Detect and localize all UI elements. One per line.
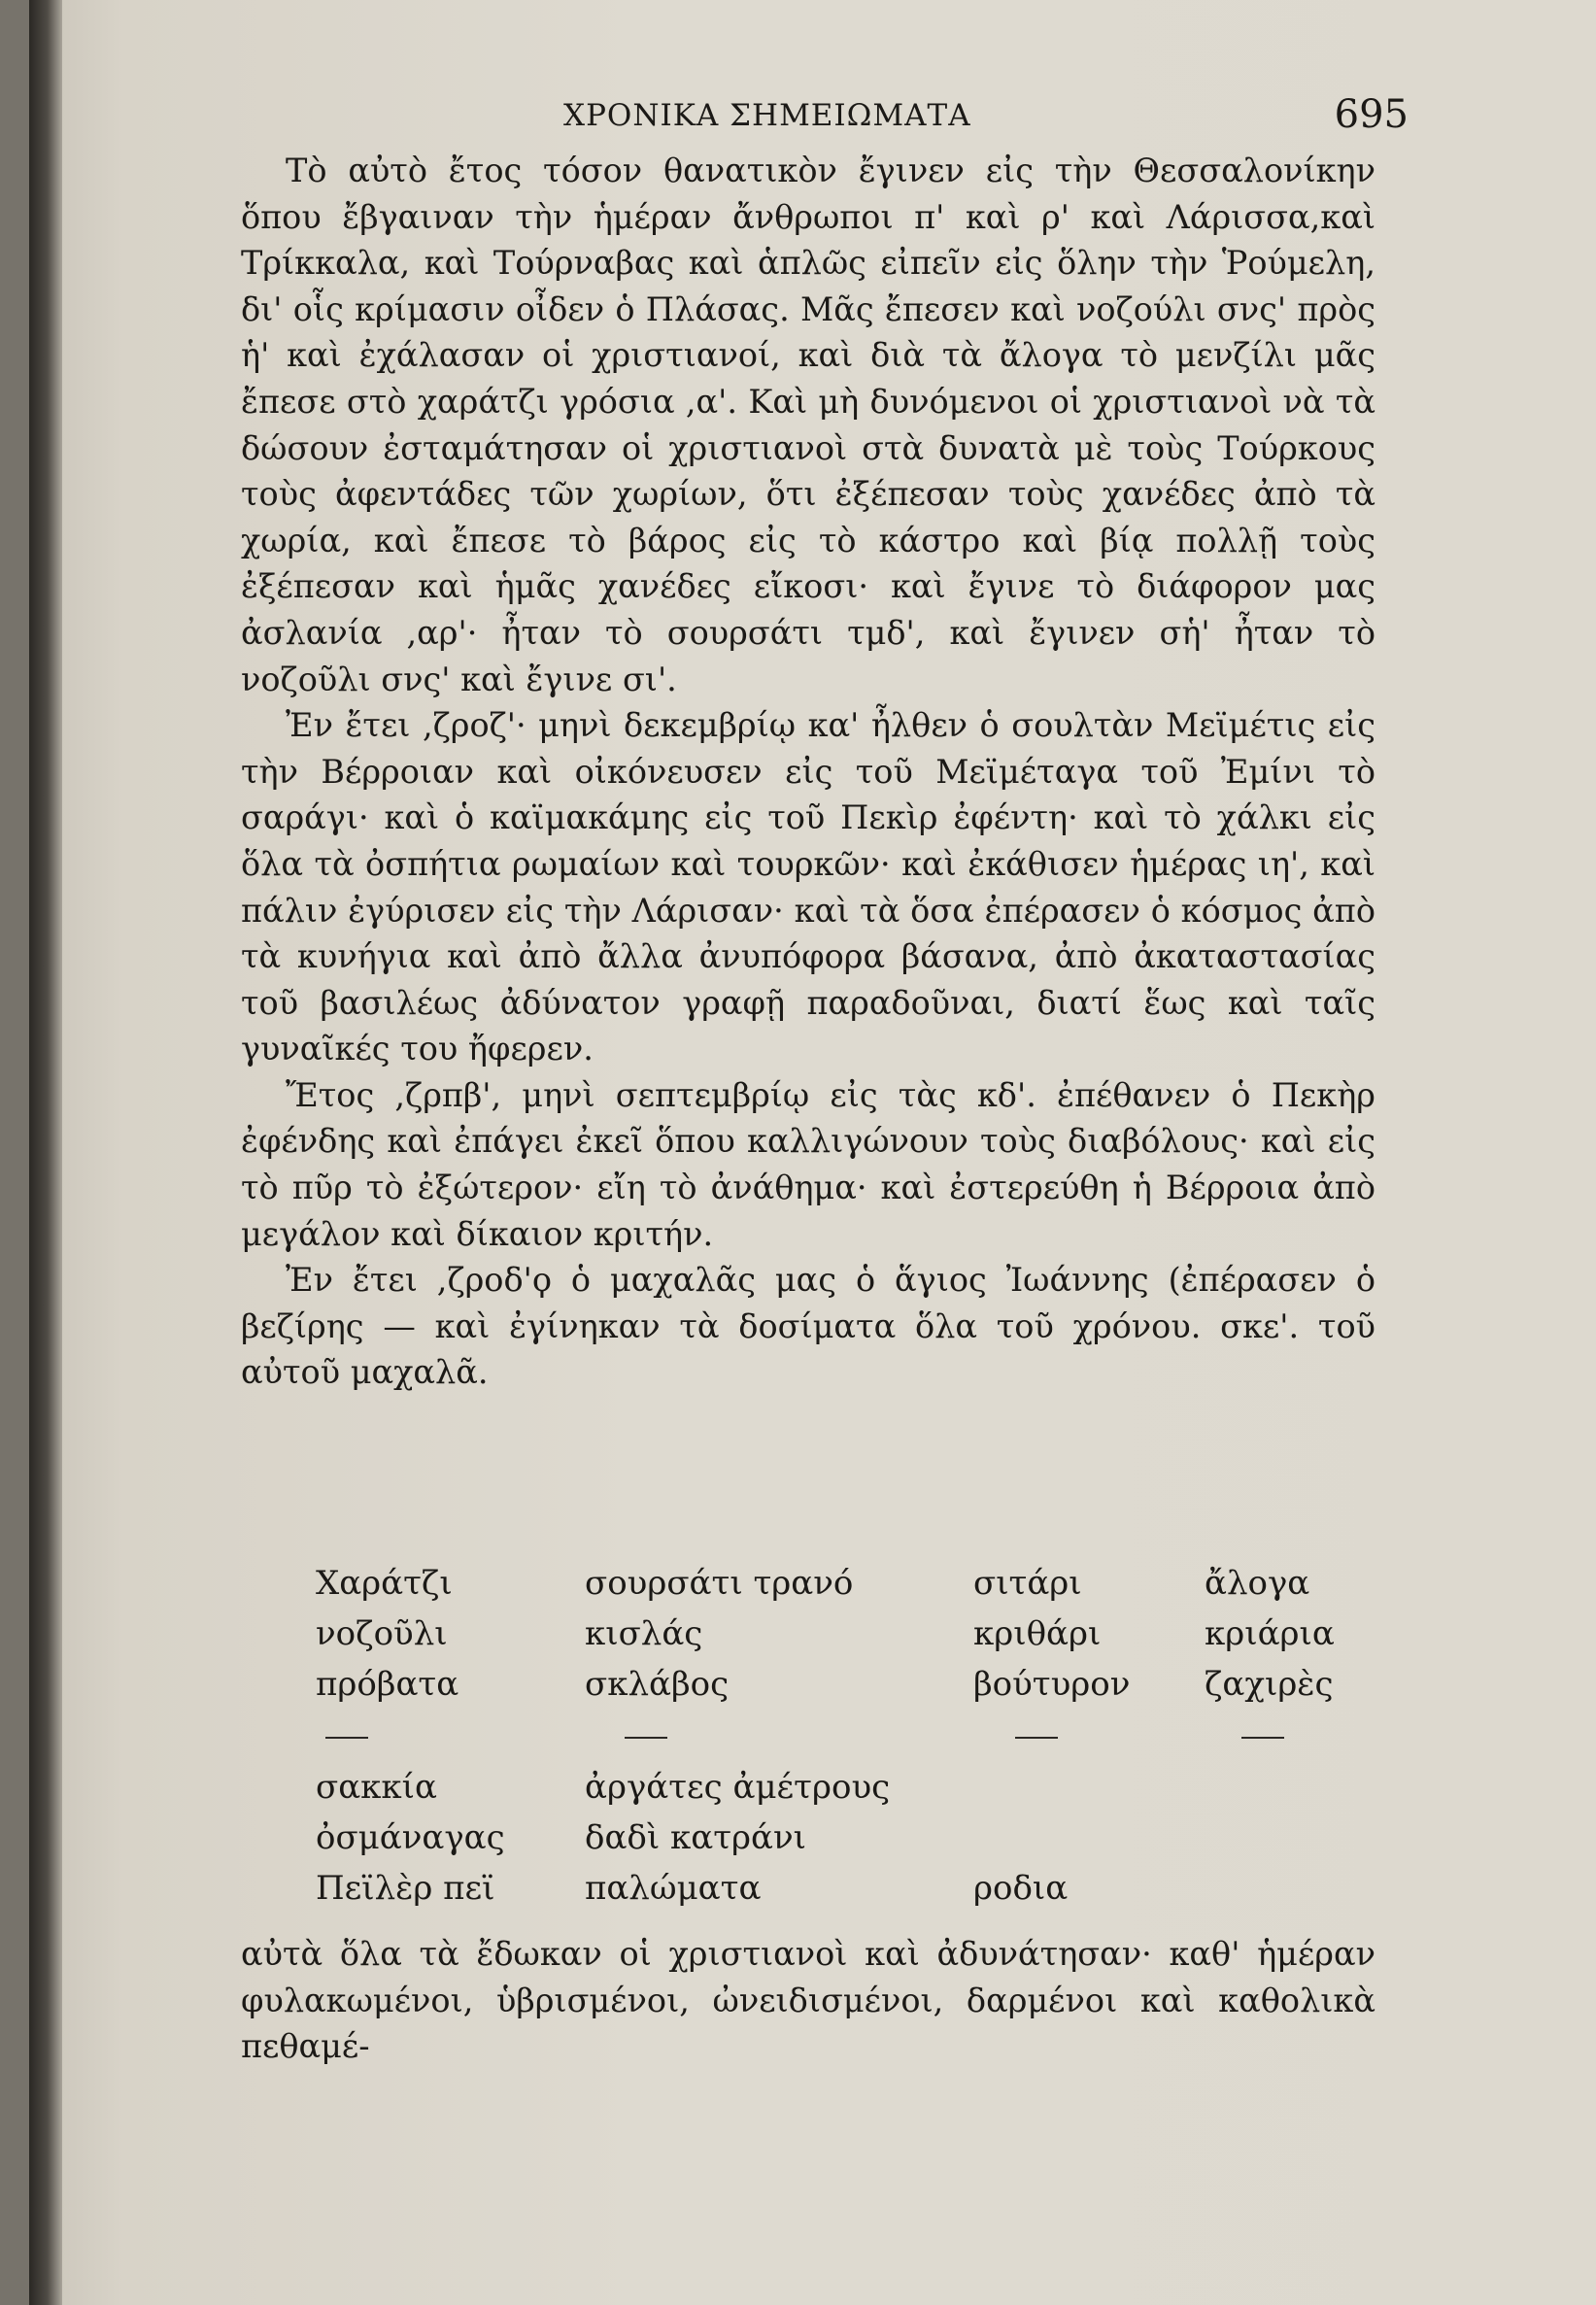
- dash-separator: [1015, 1737, 1058, 1739]
- goods-item: βούτυρον: [973, 1665, 1131, 1704]
- goods-item: παλώματα: [585, 1869, 762, 1908]
- closing-text: αὐτὰ ὅλα τὰ ἔδωκαν οἱ χριστιανοὶ καὶ ἀδυνάτησαν· καθ' ἡμέραν φυλακωμένοι, ὑβρισμένοι, ὠνειδισμένοι, δαρμένοι καὶ καθολικὰ πεθαμέ-: [241, 1935, 1375, 2066]
- goods-item: δαδὶ κατράνι: [585, 1818, 807, 1857]
- goods-item: ζαχιρὲς: [1205, 1665, 1334, 1704]
- goods-item: πρόβατα: [316, 1665, 459, 1704]
- goods-row: [316, 1863, 1384, 1914]
- goods-item: νοζοῦλι: [316, 1614, 448, 1653]
- goods-item: κριθάρι: [973, 1614, 1102, 1653]
- goods-item: Χαράτζι: [316, 1564, 453, 1603]
- goods-item: κισλάς: [585, 1614, 703, 1653]
- goods-item: ἀργάτες ἀμέτρους: [585, 1768, 891, 1807]
- goods-row: [316, 1558, 1384, 1609]
- goods-item: Πεϊλὲρ πεϊ: [316, 1869, 495, 1908]
- goods-item: σακκία: [316, 1768, 437, 1807]
- dash-separator: [625, 1737, 667, 1739]
- dash-separator: [325, 1737, 368, 1739]
- book-binding-shadow: [29, 0, 62, 2305]
- page-number: 695: [1334, 92, 1409, 137]
- goods-item: κριάρια: [1205, 1614, 1335, 1653]
- paragraph: Ἐν ἔτει ,ζροζ'· μηνὶ δεκεμβρίῳ κα' ἦλθεν ὁ σουλτὰν Μεϊμέτις εἰς τὴν Βέρροιαν καὶ οἰκόνευσεν εἰς τοῦ Μεϊμέταγα τοῦ Ἐμίνι τὸ σαράγι· καὶ ὁ καϊμακάμης εἰς τοῦ Πεκὶρ ἐφέντη· καὶ τὸ χάλκι εἰς ὅλα τὰ ὀσπήτια ρωμαίων καὶ τουρκῶν· καὶ ἐκάθισεν ἡμέρας ιη', καὶ πάλιν ἐγύρισεν εἰς τὴν Λάρισαν· καὶ τὰ ὅσα ἐπέρασεν ὁ κόσμος ἀπὸ τὰ κυνήγια καὶ ἀπὸ ἄλλα ἀνυπόφορα βάσανα, ἀπὸ ἀκαταστασίας τοῦ βασιλέως ἀδύνατον γραφῇ παραδοῦναι, διατί ἕως καὶ ταῖς γυναῖκές του ἤφερεν.: [241, 706, 1375, 1068]
- goods-row: [316, 1762, 1384, 1813]
- goods-row: [316, 1609, 1384, 1659]
- goods-list: [316, 1558, 1384, 1914]
- goods-row: [316, 1659, 1384, 1710]
- goods-item: σιτάρι: [973, 1564, 1082, 1603]
- goods-item: σκλάβος: [585, 1665, 730, 1704]
- paragraph: Ἔτος ,ζρπβ', μηνὶ σεπτεμβρίῳ εἰς τὰς κδ'. ἐπέθανεν ὁ Πεκὴρ ἐφένδης καὶ ἐπάγει ἐκεῖ ὅπου καλλιγώνουν τοὺς διαβόλους· καὶ εἰς τὸ πῦρ τὸ ἐξώτερον· εἴη τὸ ἀνάθημα· καὶ ἐστερεύθη ἡ Βέρροια ἀπὸ μεγάλον καὶ δίκαιον κριτήν.: [241, 1075, 1375, 1253]
- running-header: [563, 92, 1409, 141]
- goods-item: σουρσάτι τρανό: [585, 1564, 854, 1603]
- paragraph: Τὸ αὐτὸ ἔτος τόσον θανατικὸν ἔγινεν εἰς τὴν Θεσσαλονίκην ὅπου ἔβγαιναν τὴν ἡμέραν ἄνθρωποι π' καὶ ρ' καὶ Λάρισσα,καὶ Τρίκκαλα, καὶ Τούρναβας καὶ ἁπλῶς εἰπεῖν εἰς ὅλην τὴν Ῥούμελη, δι' οἷς κρίμασιν οἶδεν ὁ Πλάσας. Μᾶς ἔπεσεν καὶ νοζούλι σνς' πρὸς ἡ' καὶ ἐχάλασαν οἱ χριστιανοί, καὶ διὰ τὰ ἄλογα τὸ μενζίλι μᾶς ἔπεσε στὸ χαράτζι γρόσια ,α'. Καὶ μὴ δυνόμενοι οἱ χριστιανοὶ νὰ τὰ δώσουν ἐσταμάτησαν οἱ χριστιανοὶ στὰ δυνατὰ μὲ τοὺς Τούρκους τοὺς ἀφεντάδες τῶν χωρίων, ὅτι ἐξέπεσαν τοὺς χανέδες ἀπὸ τὰ χωρία, καὶ ἔπεσε τὸ βάρος εἰς τὸ κάστρο καὶ βίᾳ πολλῇ τοὺς ἐξέπεσαν καὶ ἡμᾶς χανέδες εἴκοσι· καὶ ἔγινε τὸ διάφορον μας ἀσλανία ,αρ'· ἦταν τὸ σουρσάτι τμδ', καὶ ἔγινεν σἡ' ἦταν τὸ νοζοῦλι σνς' καὶ ἔγινε σι'.: [241, 152, 1375, 698]
- goods-item: ροδια: [973, 1869, 1069, 1908]
- body-text: [241, 148, 1375, 1396]
- paragraph: Ἐν ἔτει ,ζροδ'ϙ ὁ μαχαλᾶς μας ὁ ἅγιος Ἰωάννης (ἐπέρασεν ὁ βεζίρης — καὶ ἐγίνηκαν τὰ δοσίματα ὅλα τοῦ χρόνου. σκε'. τοῦ αὐτοῦ μαχαλᾶ.: [241, 1261, 1375, 1392]
- goods-item: ἄλογα: [1205, 1564, 1310, 1603]
- dash-separator: [1241, 1737, 1284, 1739]
- dash-separator-row: [316, 1710, 1384, 1762]
- running-title: ΧΡΟΝΙΚΑ ΣΗΜΕΙΩΜΑΤΑ: [563, 98, 971, 133]
- goods-item: ὀσμάναγας: [316, 1818, 505, 1857]
- goods-row: [316, 1813, 1384, 1863]
